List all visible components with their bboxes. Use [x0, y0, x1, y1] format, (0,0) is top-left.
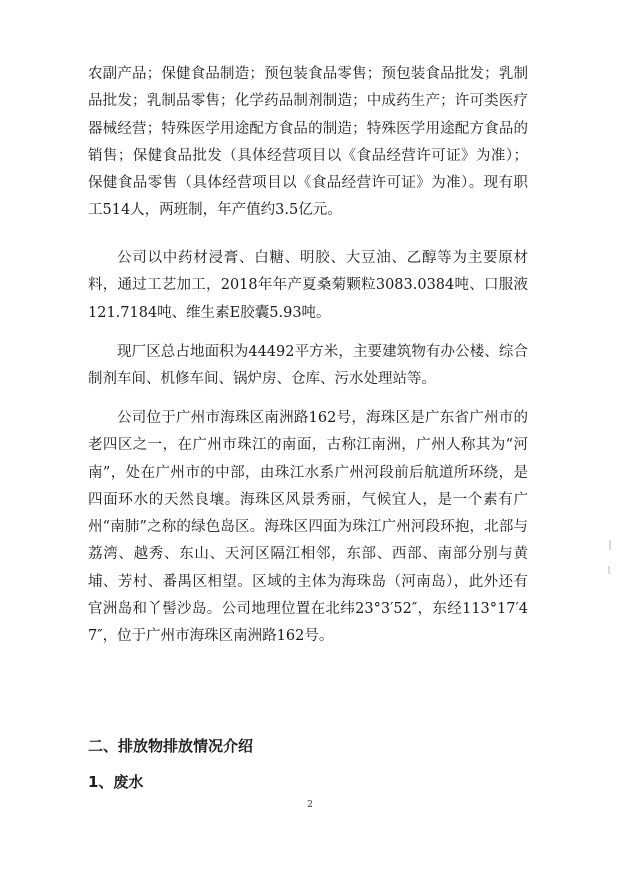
- page-number: 2: [307, 800, 313, 810]
- paragraph-business-scope: 农副产品；保健食品制造；预包装食品零售；预包装食品批发；乳制品批发；乳制品零售；化学药品制剂制造；中成药生产；许可类医疗器械经营；特殊医学用途配方食品的制造；特殊医学用途配方食品的销售；保健食品批发（具体经营项目以《食品经营许可证》为准）；保健食品零售（具体经营项目以《食品经营许可证》为准）。现有职工514人，两班制，年产值约3.5亿元。: [88, 66, 528, 219]
- scan-mark: [608, 566, 610, 574]
- paragraph-location: 公司位于广州市海珠区南洲路162号，海珠区是广东省广州市的老四区之一，在广州市珠江的南面，古称江南洲，广州人称其为“河南”，处在广州市的中部，由珠江水系广州河段前后航道所环绕，是四面环水的天然良壤。海珠区风景秀丽，气候宜人，是一个素有广州“南肺”之称的绿色岛区。海珠区四面为珠江广州河段环抱，北部与荔湾、越秀、东山、天河区隔江相邻，东部、西部、南部分别与黄埔、芳村、番禺区相望。区域的主体为海珠岛（河南岛），此外还有官洲岛和丫髻沙岛。公司地理位置在北纬23°3′52″，东经113°17′47″，位于广州市海珠区南洲路162号。: [88, 410, 528, 645]
- paragraph-plant-area: 现厂区总占地面积为44492平方米，主要建筑物有办公楼、综合制剂车间、机修车间、锅炉房、仓库、污水处理站等。: [88, 344, 528, 388]
- subsection-heading: 1、废水: [88, 773, 144, 791]
- section-heading: 二、排放物排放情况介绍: [88, 737, 254, 755]
- paragraph-raw-materials: 公司以中药材浸膏、白糖、明胶、大豆油、乙醇等为主要原材料，通过工艺加工，2018年年产夏桑菊颗粒3083.0384吨、口服液121.7184吨、维生素E胶囊5.93吨。: [88, 250, 528, 321]
- scan-mark: [609, 540, 611, 550]
